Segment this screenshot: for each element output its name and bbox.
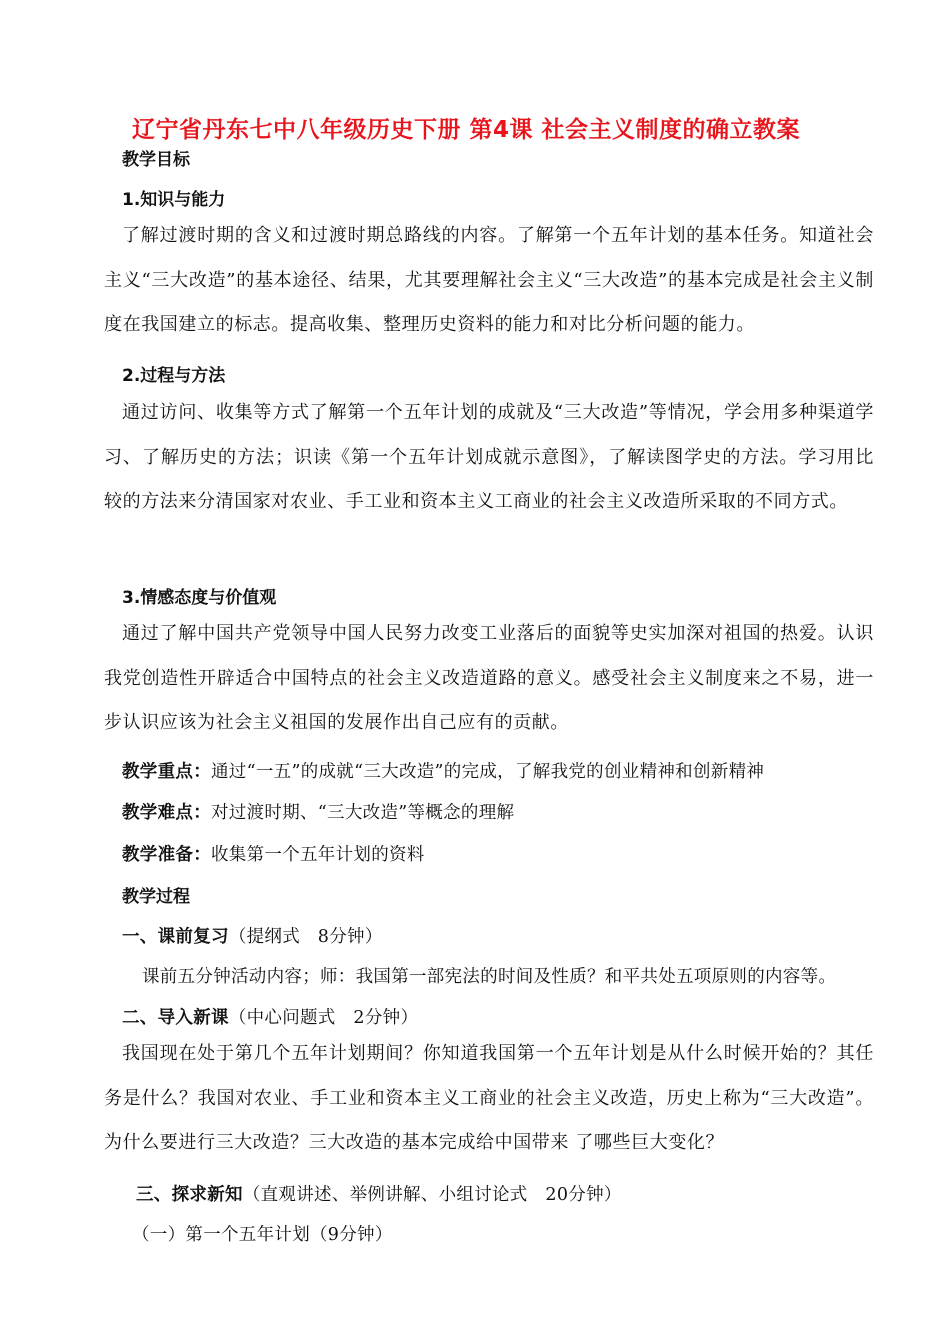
explore-note: （直观讲述、举例讲解、小组讨论式 20分钟） bbox=[242, 1185, 622, 1205]
preparation-label: 教学准备： bbox=[122, 845, 211, 865]
review-line bbox=[122, 923, 383, 948]
review-label: 一、课前复习 bbox=[122, 927, 229, 947]
preparation-line bbox=[122, 841, 425, 866]
review-text: 课前五分钟活动内容；师：我国第一部宪法的时间及性质？和平共处五项原则的内容等。 bbox=[142, 967, 837, 987]
document-title: 辽宁省丹东七中八年级历史下册 第4课 社会主义制度的确立教案 bbox=[132, 117, 801, 143]
preparation-text: 收集第一个五年计划的资料 bbox=[211, 845, 425, 865]
first-five-year-plan-subheading: （一）第一个五年计划（9分钟） bbox=[132, 1225, 393, 1245]
difficulty-line bbox=[122, 799, 514, 824]
intro-line bbox=[122, 1004, 418, 1029]
attitude-paragraph: 通过了解中国共产党领导中国人民努力改变工业落后的面貌等史实加深对祖国的热爱。认识我党创造性开辟适合中国特点的社会主义改造道路的意义。感受社会主义制度来之不易，进一步认识应该为社会主义祖国的发展作出自己应有的贡献。 bbox=[104, 623, 874, 733]
process-method-paragraph: 通过访问、收集等方式了解第一个五年计划的成就及“三大改造”等情况，学会用多种渠道学习、了解历史的方法；识读《第一个五年计划成就示意图》，了解读图学史的方法。学习用比较的方法来分清国家对农业、手工业和资本主义工商业的社会主义改造所采取的不同方式。 bbox=[104, 402, 874, 512]
difficulty-text: 对过渡时期、“三大改造”等概念的理解 bbox=[211, 803, 515, 823]
intro-label: 二、导入新课 bbox=[122, 1008, 229, 1028]
knowledge-heading: 1.知识与能力 bbox=[122, 190, 226, 210]
key-point-label: 教学重点： bbox=[122, 762, 211, 782]
explore-label: 三、探求新知 bbox=[136, 1185, 243, 1205]
difficulty-label: 教学难点： bbox=[122, 803, 211, 823]
objectives-heading: 教学目标 bbox=[122, 150, 190, 170]
knowledge-paragraph: 了解过渡时期的含义和过渡时期总路线的内容。了解第一个五年计划的基本任务。知道社会主义“三大改造”的基本途径、结果，尤其要理解社会主义“三大改造”的基本完成是社会主义制度在我国建立的标志。提高收集、整理历史资料的能力和对比分析问题的能力。 bbox=[104, 225, 874, 335]
teaching-process-heading: 教学过程 bbox=[122, 887, 190, 907]
key-point-line bbox=[122, 758, 764, 783]
process-method-heading: 2.过程与方法 bbox=[122, 366, 226, 386]
key-point-text: 通过“一五”的成就“三大改造”的完成，了解我党的创业精神和创新精神 bbox=[211, 762, 765, 782]
intro-note: （中心问题式 2分钟） bbox=[228, 1008, 419, 1028]
attitude-heading: 3.情感态度与价值观 bbox=[122, 588, 277, 608]
review-note: （提纲式 8分钟） bbox=[228, 927, 383, 947]
explore-line bbox=[136, 1181, 622, 1206]
intro-paragraph: 我国现在处于第几个五年计划期间？你知道我国第一个五年计划是从什么时候开始的？其任务是什么？我国对农业、手工业和资本主义工商业的社会主义改造，历史上称为“三大改造”。为什么要进行三大改造？三大改造的基本完成给中国带来 了哪些巨大变化？ bbox=[104, 1043, 874, 1153]
